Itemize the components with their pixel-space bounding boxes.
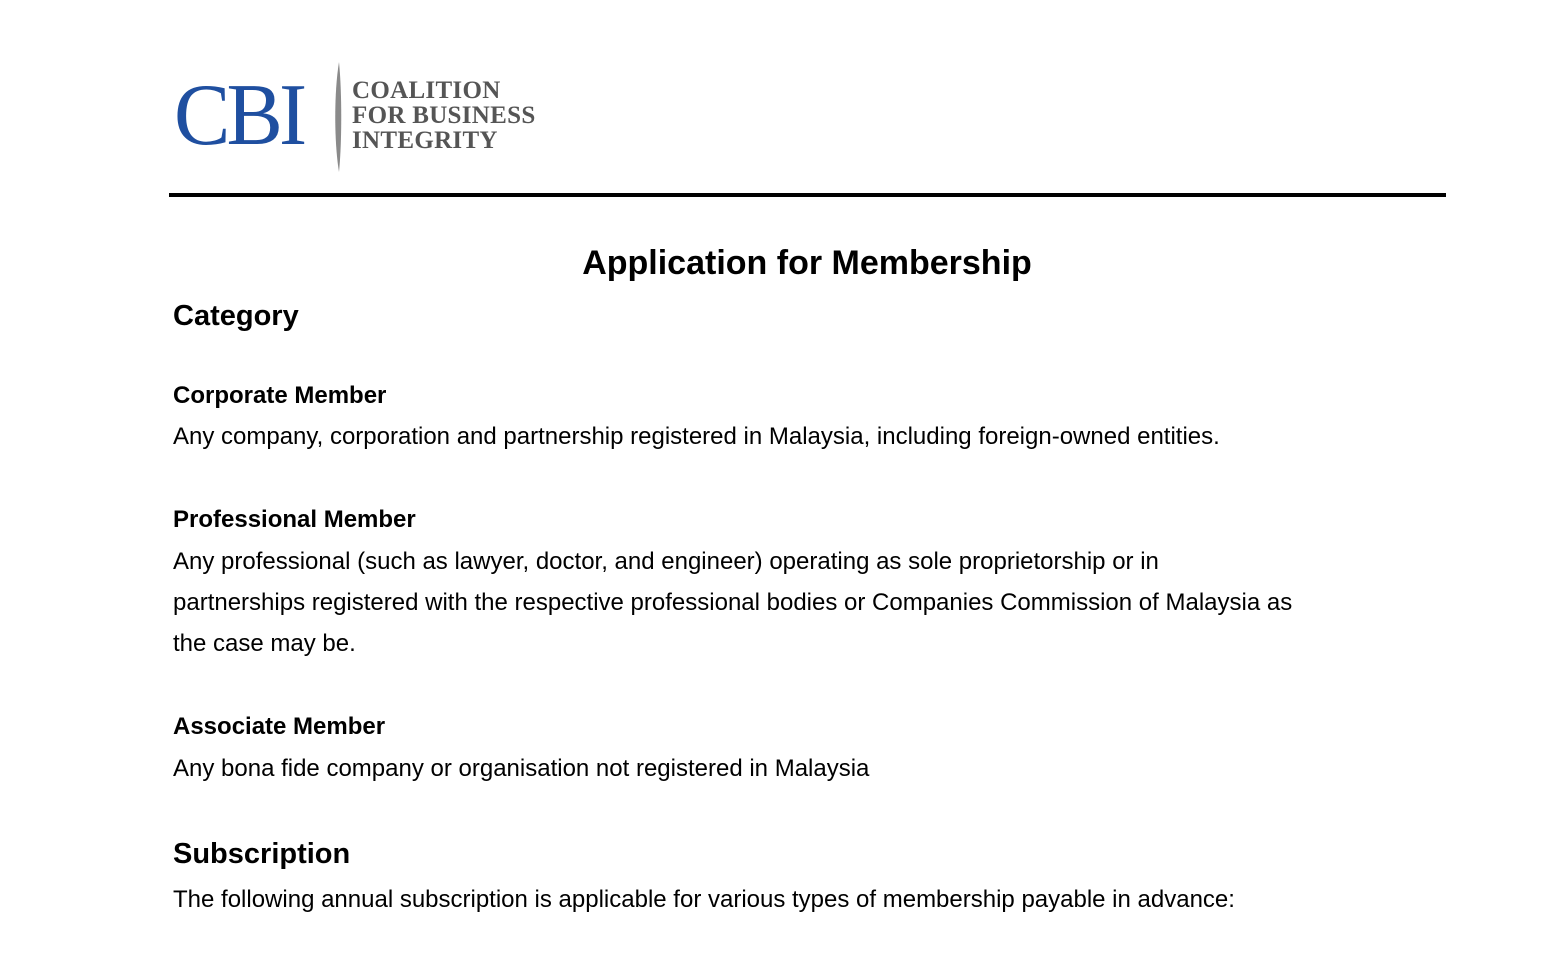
- logo-word-line: FOR BUSINESS: [352, 102, 536, 129]
- associate-member-description: Any bona fide company or organisation not registered in Malaysia: [173, 755, 870, 782]
- professional-member-description-line: the case may be.: [173, 630, 356, 657]
- subscription-heading: Subscription: [173, 838, 351, 870]
- logo-wordmark: [352, 78, 536, 153]
- subscription-text: The following annual subscription is applicable for various types of membership payable in advance:: [173, 886, 1235, 913]
- professional-member-heading: Professional Member: [173, 506, 416, 533]
- logo-divider-icon: [332, 62, 346, 172]
- header-rule: [169, 193, 1446, 197]
- document-title: Application for Membership: [582, 244, 1032, 282]
- logo-mark: CBI: [174, 67, 304, 164]
- cbi-logo: [174, 62, 544, 174]
- corporate-member-description: Any company, corporation and partnership registered in Malaysia, including foreign-owned entities.: [173, 423, 1220, 450]
- category-heading: Category: [173, 300, 299, 332]
- logo-word-line: COALITION: [352, 77, 501, 104]
- professional-member-description-line: Any professional (such as lawyer, doctor, and engineer) operating as sole proprietorship or in: [173, 548, 1159, 575]
- professional-member-description-line: partnerships registered with the respective professional bodies or Companies Commission of Malaysia as: [173, 589, 1293, 616]
- associate-member-heading: Associate Member: [173, 713, 386, 740]
- corporate-member-heading: Corporate Member: [173, 382, 387, 409]
- logo-word-line: INTEGRITY: [352, 127, 498, 154]
